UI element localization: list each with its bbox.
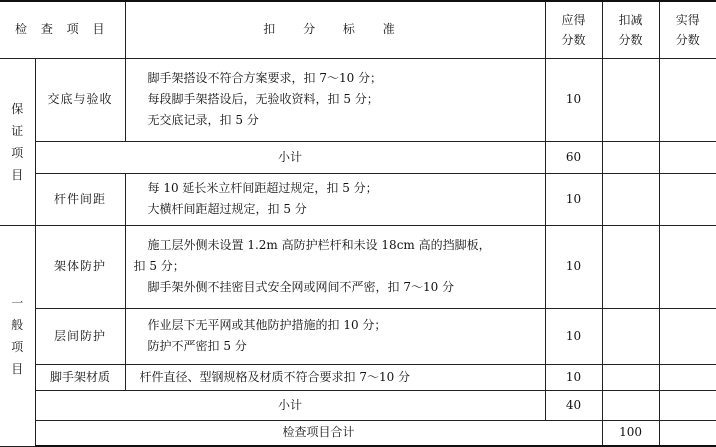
table-row	[0, 58, 716, 141]
header-actual-score	[659, 1, 716, 58]
criteria-line: 每 10 延长米立杆间距超过规定，扣 5 分；	[147, 181, 378, 195]
category-char: 项	[11, 339, 24, 354]
category-char: 般	[11, 317, 24, 332]
category-char: 项	[11, 145, 24, 160]
subtotal-row	[0, 141, 716, 173]
criteria-line: 大横杆间距超过规定，扣 5 分	[147, 202, 307, 216]
header-due-score	[545, 1, 602, 58]
header-check-item: 检 查 项 目	[0, 1, 125, 58]
table-row	[0, 225, 716, 308]
header-row	[0, 1, 716, 58]
category-char: 目	[11, 361, 24, 376]
item-name: 脚手架材质	[35, 364, 125, 390]
actual-score-cell	[659, 58, 716, 141]
deducted-score-cell	[602, 173, 659, 225]
actual-score-cell	[659, 173, 716, 225]
due-score: 10	[545, 225, 602, 308]
item-name: 杆件间距	[35, 173, 125, 225]
deducted-score-cell	[602, 390, 659, 420]
category-guarantee-items	[0, 58, 35, 225]
criteria-line: 每段脚手架搭设后，无验收资料，扣 5 分；	[147, 92, 379, 106]
total-row	[0, 420, 716, 446]
subtotal-score: 60	[545, 141, 602, 173]
deducted-score-cell	[602, 225, 659, 308]
criteria-line: 施工层外侧未设置 1.2m 高防护栏杆和未设 18cm 高的挡脚板，	[147, 238, 491, 252]
criteria-cell	[125, 364, 545, 390]
item-name: 层间防护	[35, 308, 125, 364]
table-row	[0, 364, 716, 390]
criteria-cell	[125, 173, 545, 225]
due-score: 10	[545, 58, 602, 141]
category-general-items	[0, 225, 35, 446]
criteria-line: 作业层下无平网或其他防护措施的扣 10 分；	[147, 318, 387, 332]
subtotal-label: 小计	[35, 390, 545, 420]
header-due-score-line2: 分数	[561, 32, 586, 47]
total-score: 100	[602, 420, 659, 446]
header-criteria: 扣 分 标 准	[125, 1, 545, 58]
subtotal-score: 40	[545, 390, 602, 420]
criteria-line: 扣 5 分；	[133, 259, 185, 273]
subtotal-label: 小计	[35, 141, 545, 173]
deducted-score-cell	[659, 420, 716, 446]
actual-score-cell	[659, 364, 716, 390]
due-score: 10	[545, 308, 602, 364]
header-actual-score-line1: 实得	[675, 12, 700, 27]
actual-score-cell	[659, 141, 716, 173]
table-row	[0, 173, 716, 225]
criteria-line: 杆件直径、型钢规格及材质不符合要求扣 7～10 分	[139, 369, 411, 384]
table-row	[0, 308, 716, 364]
item-name: 交底与验收	[35, 58, 125, 141]
subtotal-row	[0, 390, 716, 420]
header-deducted-score-line1: 扣减	[618, 12, 643, 27]
total-label: 检查项目合计	[35, 420, 602, 446]
due-score: 10	[545, 364, 602, 390]
criteria-cell	[125, 308, 545, 364]
actual-score-cell	[659, 308, 716, 364]
deducted-score-cell	[602, 364, 659, 390]
deducted-score-cell	[602, 58, 659, 141]
criteria-line: 防护不严密扣 5 分	[147, 339, 247, 353]
criteria-cell	[125, 58, 545, 141]
category-char: 保	[11, 101, 24, 116]
criteria-line: 脚手架搭设不符合方案要求，扣 7～10 分；	[147, 71, 383, 85]
category-char: 证	[11, 123, 24, 138]
category-char: 目	[11, 167, 24, 182]
actual-score-cell	[659, 225, 716, 308]
header-due-score-line1: 应得	[561, 12, 586, 27]
actual-score-cell	[659, 390, 716, 420]
item-name: 架体防护	[35, 225, 125, 308]
due-score: 10	[545, 173, 602, 225]
criteria-cell	[125, 225, 545, 308]
category-char: 一	[11, 295, 24, 310]
header-deducted-score	[602, 1, 659, 58]
deducted-score-cell	[602, 308, 659, 364]
deducted-score-cell	[602, 141, 659, 173]
header-actual-score-line2: 分数	[675, 32, 700, 47]
criteria-line: 无交底记录，扣 5 分	[147, 113, 259, 127]
header-deducted-score-line2: 分数	[618, 32, 643, 47]
criteria-line: 脚手架外侧不挂密目式安全网或网间不严密，扣 7～10 分	[147, 280, 455, 294]
